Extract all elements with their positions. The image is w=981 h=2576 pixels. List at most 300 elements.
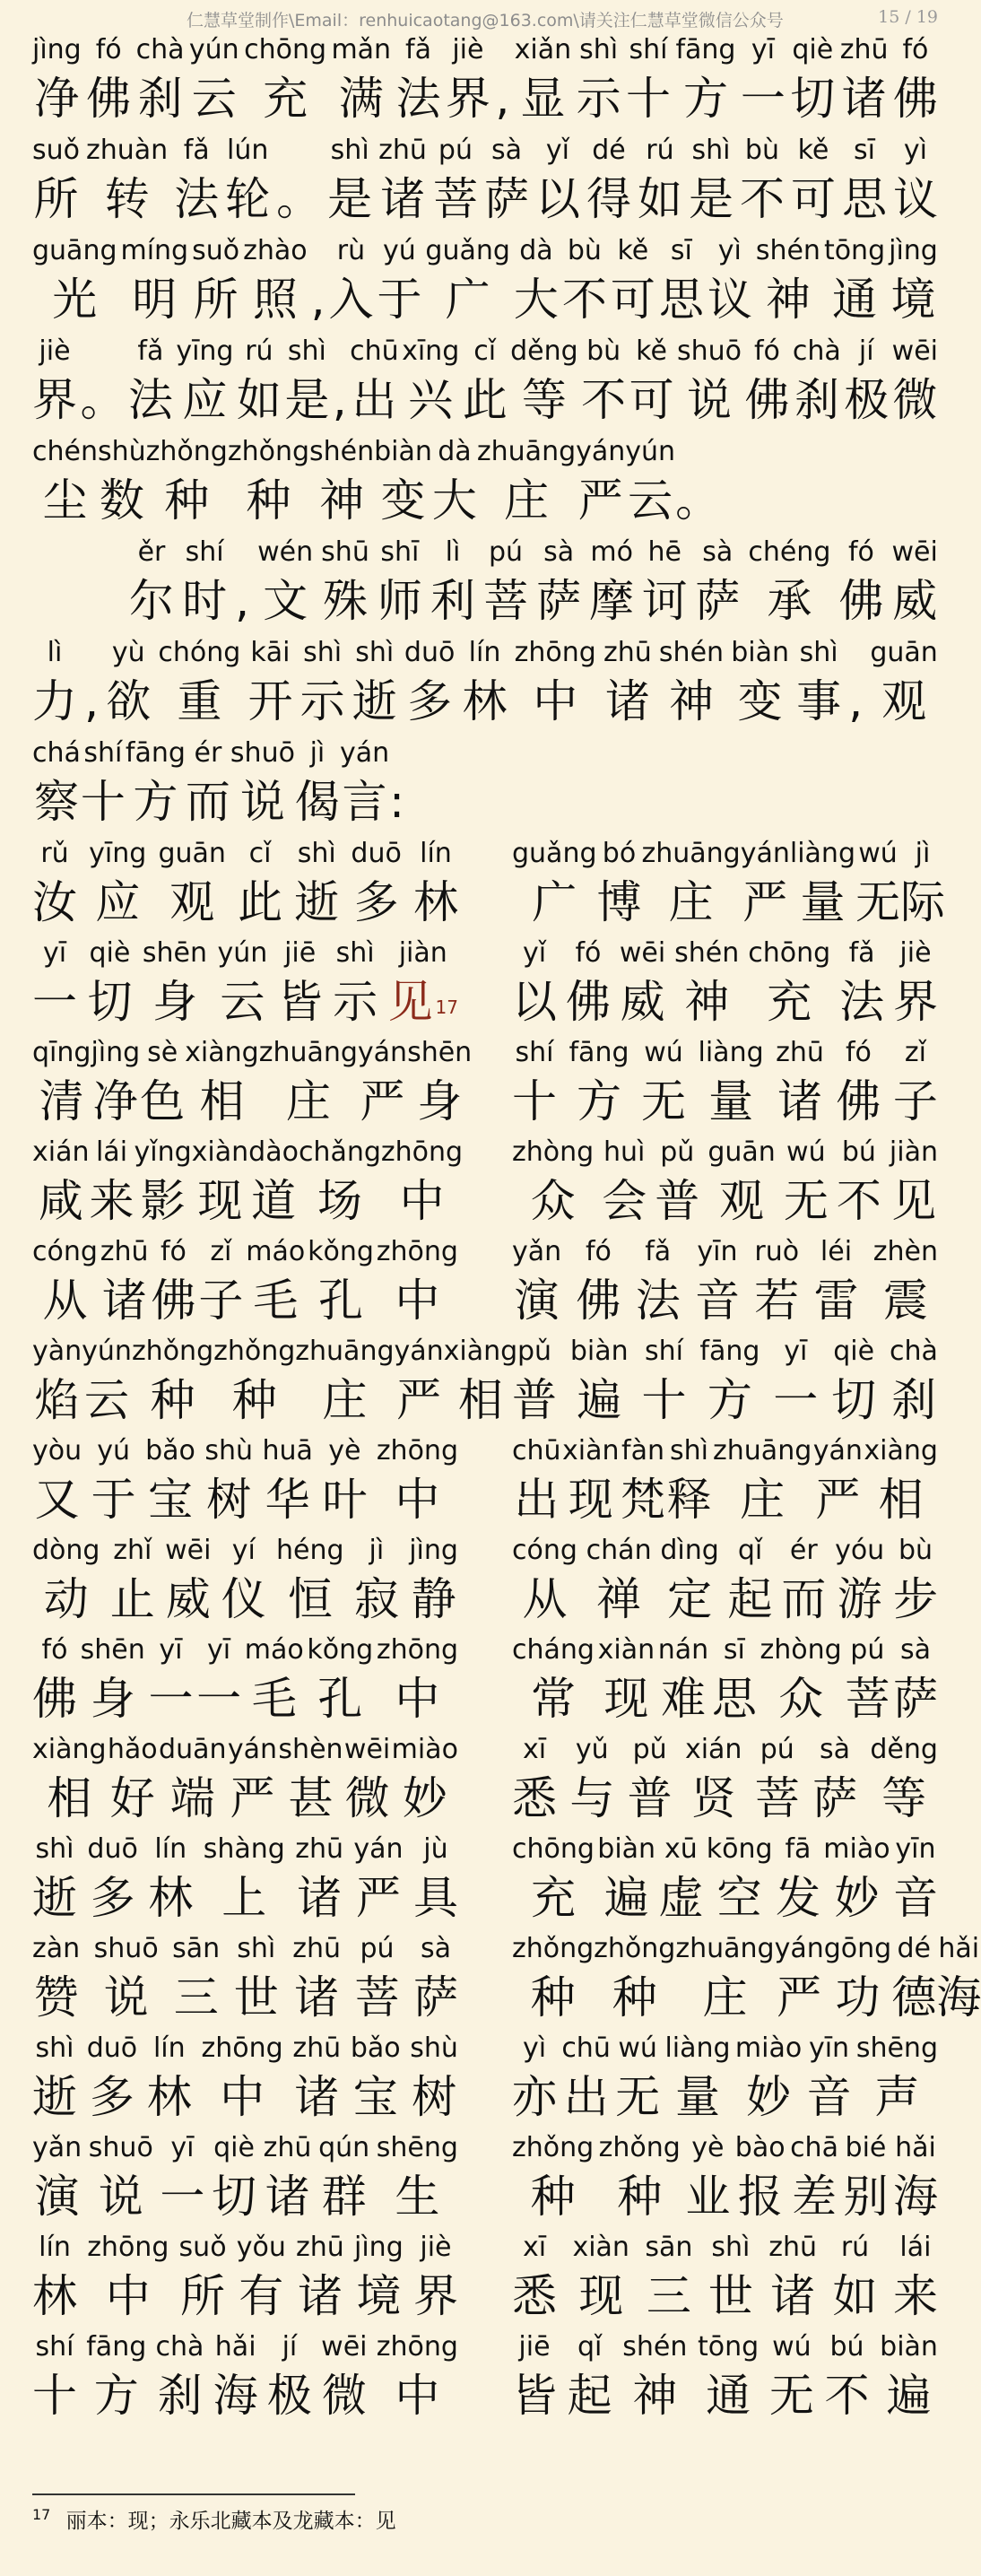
hanzi (504, 472, 549, 529)
pinyin: hǎi (938, 1933, 980, 1964)
pinyin: zhōng (380, 1136, 464, 1168)
hanzi (413, 1869, 458, 1927)
hanzi (581, 371, 626, 429)
pinyin: jí (282, 2331, 298, 2363)
pinyin: lín (468, 637, 501, 668)
hanzi-char: 业 (685, 2171, 731, 2223)
pinyin: shēn (407, 1037, 473, 1068)
pinyin: jì (915, 838, 931, 869)
hanzi (615, 2068, 660, 2126)
pinyin: chū (350, 335, 399, 367)
hanzi (712, 1670, 757, 1727)
char-unit (237, 332, 282, 432)
hanzi-char: 逝 (32, 1872, 77, 1924)
hanzi (531, 2168, 576, 2225)
pinyin: xiàn (572, 2232, 629, 2263)
hanzi-char: 寂 (353, 1573, 399, 1625)
char-unit (378, 533, 422, 633)
hanzi-char: 思 (711, 1673, 757, 1725)
hanzi (520, 70, 565, 127)
pinyin: zhǒng (512, 2132, 595, 2163)
hanzi (695, 572, 740, 630)
hanzi-char: 严 (815, 1474, 861, 1526)
pinyin: ruò (754, 1236, 800, 1267)
char-unit (174, 131, 219, 231)
verse-right (512, 1133, 938, 1232)
char-unit (855, 834, 900, 934)
hanzi (300, 673, 345, 730)
char-unit (32, 432, 98, 533)
pinyin: xiàn (597, 1634, 655, 1666)
hanzi (378, 572, 422, 630)
hanzi-char: 普 (627, 1772, 673, 1824)
char-unit (708, 1133, 775, 1232)
char-unit (307, 1631, 373, 1730)
pinyin: yán (740, 838, 790, 869)
hanzi (790, 70, 835, 127)
verse-left (32, 1531, 458, 1631)
pinyin: miào (391, 1734, 458, 1765)
pinyin: duō (86, 2032, 138, 2064)
hanzi (39, 1073, 84, 1130)
hanzi (413, 1969, 458, 2026)
pinyin: biàn (597, 1833, 656, 1865)
hanzi (483, 572, 528, 630)
hanzi (141, 1172, 186, 1230)
hanzi (412, 2068, 456, 2126)
char-unit (824, 1929, 891, 2029)
verse-right (512, 1730, 938, 1830)
hanzi (35, 1471, 80, 1528)
char-unit (586, 1531, 652, 1631)
char-unit (333, 934, 378, 1033)
pinyin: sān (645, 2232, 693, 2263)
hanzi-char: 菩 (432, 173, 478, 225)
char-unit (311, 231, 326, 332)
pinyin: yún (82, 1336, 132, 1367)
pinyin: gōng (823, 1933, 892, 1964)
hanzi-char: 严 (355, 1872, 401, 1924)
hanzi-char: 变 (737, 675, 783, 727)
hanzi-char: 充 (530, 1872, 576, 1924)
pinyin: zhuāng (713, 1435, 812, 1466)
hanzi-char: 好 (109, 1772, 155, 1824)
pinyin: pú (760, 1734, 794, 1765)
hanzi (626, 70, 671, 127)
hanzi (91, 1471, 136, 1528)
pinyin: bù (744, 135, 779, 166)
hanzi-char: 相 (47, 1772, 92, 1824)
pinyin: fāng (125, 737, 186, 769)
hanzi-char: 摩 (589, 575, 635, 627)
pinyin: pú (489, 536, 524, 568)
char-unit (378, 131, 427, 231)
pinyin: yán (394, 1336, 444, 1367)
char-unit (327, 131, 372, 231)
pinyin: dào (248, 1136, 299, 1168)
hanzi-char: 得 (586, 173, 631, 225)
char-unit (621, 1432, 665, 1531)
hanzi-char: 诸 (101, 1275, 147, 1327)
page-number: 15 / 19 (878, 7, 938, 27)
hanzi (835, 1969, 880, 2026)
hanzi (893, 973, 938, 1031)
hanzi-char: 尘 (42, 474, 88, 527)
hanzi (621, 1471, 665, 1528)
hanzi-char: 佛 (86, 73, 132, 125)
hanzi-char: 毛 (253, 1275, 299, 1327)
hanzi-char: 来 (89, 1175, 135, 1227)
char-unit (562, 1432, 620, 1531)
verse-right (512, 834, 945, 934)
hanzi-char: 博 (596, 876, 642, 928)
pinyin: xiǎn (514, 34, 572, 65)
hanzi-char: 力 (32, 675, 77, 727)
pinyin: máo (244, 1634, 304, 1666)
pinyin: sī (670, 235, 692, 266)
verse-row (32, 1033, 938, 1133)
pinyin: xiàng (864, 1435, 938, 1466)
pinyin: zhǒng (598, 2132, 681, 2163)
hanzi-char: 界 (32, 374, 77, 426)
verse-left (32, 1332, 518, 1432)
verse-right (512, 1332, 938, 1432)
char-unit (374, 432, 432, 533)
verse-row (32, 1232, 938, 1332)
pinyin: wēi (891, 335, 938, 367)
hanzi-char: 言 (342, 776, 387, 828)
verse-row (32, 1830, 938, 1929)
hanzi (874, 2068, 919, 2126)
char-unit (32, 1830, 77, 1929)
pinyin: lín (152, 2032, 186, 2064)
char-unit (893, 1631, 938, 1730)
hanzi (42, 472, 87, 529)
char-unit (410, 2029, 458, 2128)
char-unit (425, 231, 510, 332)
pinyin: jì (309, 737, 326, 769)
pinyin: fāng (569, 1037, 629, 1068)
pinyin: fó (95, 34, 122, 65)
hanzi-char: 威 (165, 1573, 211, 1625)
hanzi-char: 游 (837, 1573, 882, 1625)
hanzi (213, 2367, 258, 2424)
hanzi-char: 林 (148, 1872, 194, 1924)
hanzi-char: 从 (42, 1275, 88, 1327)
hanzi (298, 2267, 343, 2325)
hanzi-char: 诸 (265, 2171, 310, 2223)
hanzi (740, 170, 785, 228)
char-unit (744, 332, 789, 432)
hanzi-char: 悉 (512, 1772, 557, 1824)
pinyin: sè (147, 1037, 178, 1068)
hanzi-char: 等 (881, 1772, 927, 1824)
pinyin: jiàn (889, 1136, 938, 1168)
hanzi (251, 1172, 296, 1230)
char-unit (145, 1432, 195, 1531)
hanzi-char: 佛 (892, 73, 938, 125)
char-unit (159, 1730, 226, 1830)
verse-right (512, 1232, 938, 1332)
pinyin: yǐ (545, 135, 569, 166)
footnote-rule (32, 2493, 355, 2495)
verse-right (512, 2328, 938, 2427)
pinyin: shī (380, 536, 420, 568)
verse-row (32, 2128, 938, 2228)
hanzi-char: 量 (708, 1075, 754, 1127)
hanzi-char: 现 (197, 1175, 243, 1227)
hanzi-char: 相 (878, 1474, 924, 1526)
pinyin: fó (161, 1236, 187, 1267)
hanzi-char: 华 (265, 1474, 310, 1526)
hanzi (891, 1172, 936, 1230)
hanzi-char: 尔 (129, 575, 174, 627)
hanzi (767, 572, 812, 630)
char-unit (333, 332, 347, 432)
hanzi (180, 2267, 225, 2325)
char-unit (389, 734, 404, 834)
pinyin: léi (820, 1236, 853, 1267)
pinyin: liàng (698, 1037, 764, 1068)
hanzi (796, 673, 841, 730)
char-unit (698, 2328, 759, 2427)
hanzi (102, 1272, 147, 1329)
char-unit (413, 2228, 458, 2328)
hanzi (288, 1770, 333, 1827)
char-unit (354, 1531, 399, 1631)
hanzi-char: 方 (682, 73, 728, 125)
hanzi (44, 1571, 89, 1628)
hanzi-char: 诃 (642, 575, 688, 627)
hanzi (140, 1073, 185, 1130)
hanzi (417, 1073, 462, 1130)
hanzi-char: 方 (707, 1374, 752, 1426)
pinyin: fǎ (645, 1236, 672, 1267)
hanzi (446, 271, 490, 328)
hanzi-char: 于 (377, 274, 422, 326)
hanzi (87, 973, 132, 1031)
hanzi (267, 2367, 312, 2424)
hanzi (333, 973, 378, 1031)
hanzi (395, 1471, 439, 1528)
pinyin: yán (812, 1435, 863, 1466)
pinyin: zhǒng (512, 1933, 595, 1964)
char-unit (569, 1033, 629, 1133)
verse-row (32, 2029, 938, 2128)
pinyin: sà (820, 1734, 851, 1765)
char-unit (825, 2328, 870, 2427)
hanzi-char: 转 (104, 173, 150, 225)
pinyin: chū (512, 1435, 561, 1466)
hanzi-char: 诸 (770, 2270, 816, 2322)
char-unit (512, 1033, 557, 1133)
hanzi (221, 1571, 266, 1628)
hanzi-char: 示 (300, 675, 345, 727)
hanzi-char: 别 (843, 2171, 889, 2223)
hanzi-char: 遍 (577, 1374, 622, 1426)
hanzi (412, 1571, 456, 1628)
pinyin: shì (287, 335, 326, 367)
hanzi-char: 是 (284, 374, 330, 426)
char-unit (396, 30, 441, 131)
header-source: 仁慧草堂制作\Email：renhuicaotang@163.com\请关注仁慧草堂微信公众号 (187, 11, 784, 30)
pinyin: yún (625, 436, 676, 467)
hanzi (238, 874, 282, 931)
pinyin: chán (586, 1535, 652, 1566)
hanzi-char: 不 (581, 374, 627, 426)
char-unit (296, 2228, 344, 2328)
pinyin: rù (336, 235, 366, 266)
pinyin: chōng (512, 1833, 595, 1865)
hanzi (892, 572, 937, 630)
hanzi (396, 1371, 441, 1429)
pinyin: xiàn (562, 1435, 620, 1466)
pinyin: yàn (32, 1336, 82, 1367)
char-unit (483, 533, 528, 633)
pinyin: zhǒng (227, 436, 309, 467)
pinyin: xiàng (443, 1336, 518, 1367)
hanzi (86, 70, 131, 127)
pinyin: biàn (731, 637, 789, 668)
char-unit (156, 2328, 204, 2427)
pinyin: jiē (518, 2331, 551, 2363)
hanzi-char: 佛 (151, 1275, 196, 1327)
char-unit (728, 1531, 773, 1631)
char-unit (658, 1830, 703, 1929)
pinyin: qǐ (737, 1535, 763, 1566)
verse-left (32, 1133, 464, 1232)
hanzi (90, 2068, 135, 2126)
pinyin: zhǒng (145, 436, 228, 467)
hanzi-char: 佛 (838, 575, 884, 627)
char-unit (32, 1332, 82, 1432)
hanzi (294, 2068, 339, 2126)
char-unit (182, 533, 227, 633)
hanzi (531, 1172, 576, 1230)
pinyin: shì (303, 637, 343, 668)
char-unit (870, 633, 937, 734)
hanzi (433, 170, 478, 228)
char-unit (158, 834, 225, 934)
hanzi (353, 2068, 398, 2126)
hanzi-char: 佛 (576, 1275, 621, 1327)
hanzi-char: 出 (563, 2071, 609, 2123)
pinyin: mó (590, 536, 633, 568)
pinyin: bú (829, 2331, 864, 2363)
char-unit (695, 533, 740, 633)
char-unit (699, 1332, 760, 1432)
char-unit (147, 2029, 192, 2128)
hanzi-char: 极 (266, 2370, 312, 2422)
char-unit (151, 1232, 195, 1332)
hanzi-char: 大 (431, 474, 477, 527)
pinyin: zhū (603, 637, 652, 668)
pinyin: shì (691, 135, 731, 166)
char-unit (512, 2128, 594, 2228)
hanzi (317, 1670, 362, 1727)
pinyin: yán (774, 1933, 824, 1964)
hanzi (352, 371, 396, 429)
hanzi-char: 中 (395, 2370, 440, 2422)
hanzi-char: 诸 (380, 173, 426, 225)
char-unit (512, 934, 557, 1033)
hanzi (576, 1272, 621, 1329)
pinyin: zhū (292, 1933, 341, 1964)
hanzi (32, 874, 77, 931)
hanzi-char: , (495, 73, 510, 125)
char-unit (299, 1133, 381, 1232)
hanzi (605, 673, 650, 730)
hanzi (636, 1272, 681, 1329)
hanzi (288, 1571, 333, 1628)
hanzi-char: 所 (193, 274, 239, 326)
hanzi-char: 偈 (294, 776, 340, 828)
hanzi-char: 所 (33, 173, 79, 225)
hanzi (106, 2267, 151, 2325)
char-unit (776, 1830, 820, 1929)
hanzi-char: 诸 (294, 1971, 340, 2023)
hanzi-char: 观 (881, 675, 927, 727)
char-unit (300, 633, 345, 734)
char-unit (893, 2228, 938, 2328)
char-unit (889, 231, 938, 332)
pinyin: lì (47, 637, 63, 668)
pinyin: dé (897, 1933, 931, 1964)
char-unit (328, 231, 373, 332)
char-unit (845, 1631, 890, 1730)
pinyin: fó (585, 1236, 612, 1267)
hanzi-char: 起 (727, 1573, 773, 1625)
char-unit (536, 533, 581, 633)
hanzi (781, 1571, 826, 1628)
hanzi-char: 林 (146, 2071, 192, 2123)
pinyin: rǔ (40, 838, 69, 869)
hanzi (669, 673, 714, 730)
hanzi-char: 诸 (604, 675, 650, 727)
char-unit (278, 934, 323, 1033)
hanzi-char: 境 (356, 2270, 402, 2322)
pinyin: fó (847, 536, 874, 568)
hanzi-char: 多 (90, 1872, 135, 1924)
pinyin: xū (664, 1833, 698, 1865)
pinyin: suǒ (178, 2232, 227, 2263)
verse-left (32, 1631, 458, 1730)
hanzi-char: 应 (95, 876, 141, 928)
hanzi-char: 大 (513, 274, 559, 326)
hanzi (220, 2068, 265, 2126)
hanzi (839, 973, 884, 1031)
pinyin: yǐ (522, 937, 547, 969)
char-unit (677, 332, 742, 432)
pinyin: shì (711, 2232, 751, 2263)
pinyin: bú (841, 1136, 876, 1168)
pinyin: sà (420, 1933, 451, 1964)
pinyin: wú (644, 1037, 683, 1068)
hanzi (813, 1272, 858, 1329)
char-unit (463, 332, 508, 432)
verse-right (512, 1432, 938, 1531)
char-unit (512, 1830, 595, 1929)
char-unit (642, 533, 687, 633)
char-unit (597, 834, 642, 934)
hanzi (893, 2168, 938, 2225)
hanzi (778, 1670, 823, 1727)
char-unit (129, 533, 174, 633)
pinyin: jiē (284, 937, 317, 969)
char-unit (598, 1631, 655, 1730)
hanzi-char: 音 (694, 1275, 740, 1327)
pinyin: pǔ (632, 1734, 667, 1765)
